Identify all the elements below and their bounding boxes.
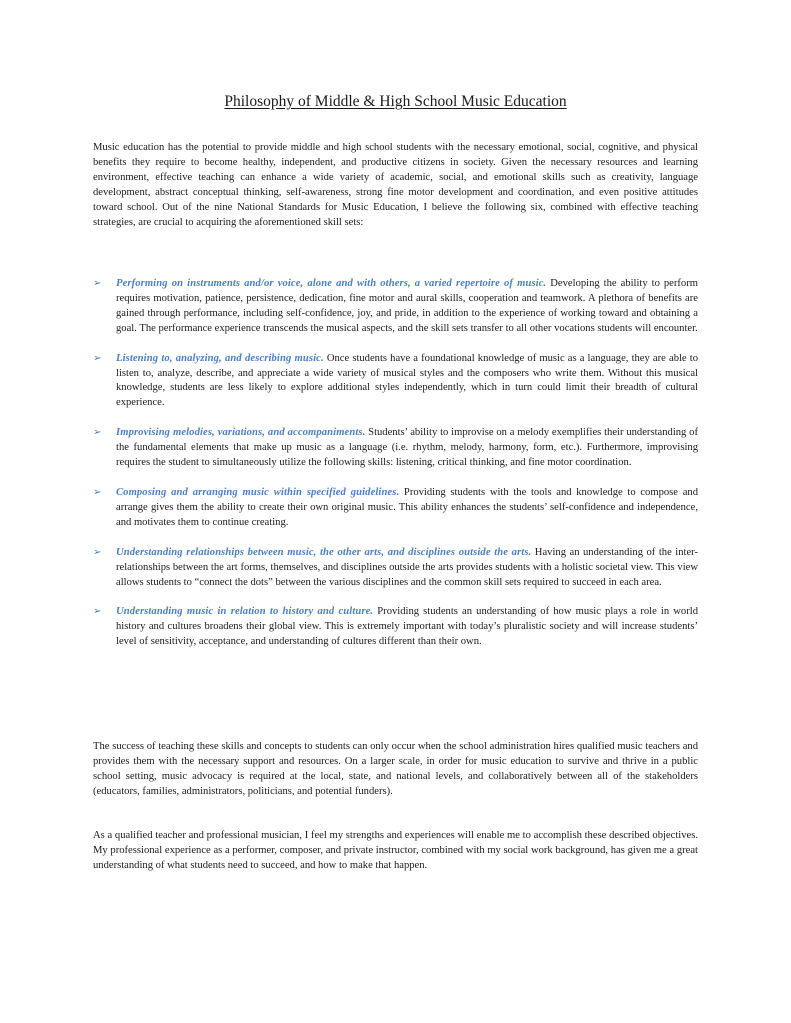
bullet-heading: Improvising melodies, variations, and accompaniments. <box>116 427 366 439</box>
bullet-text: Once students have a foundational knowledge of music as a language, they are able to listen to, analyze, describe, and appreciate a wide variety of musical styles and the composers who write them. Without this musical knowledge, students are less likely to explore additional styles independently, which in turn could limit their breadth of cultural experience. <box>116 352 699 409</box>
list-item <box>93 605 698 650</box>
arrow-bullet-icon: ➢ <box>93 352 102 364</box>
list-item <box>93 546 698 591</box>
arrow-bullet-icon: ➢ <box>93 427 102 439</box>
bullet-heading: Performing on instruments and/or voice, alone and with others, a varied repertoire of music. <box>116 278 547 289</box>
arrow-bullet-icon: ➢ <box>93 606 102 618</box>
bullet-heading: Composing and arranging music within specified guidelines. <box>116 486 400 498</box>
arrow-bullet-icon: ➢ <box>93 546 102 558</box>
intro-paragraph: Music education has the potential to provide middle and high school students with the necessary emotional, social, cognitive, and physical benefits they require to become healthy, independent, and productive citizens in society. Given the necessary resources and learning environment, effective teaching can enhance a wide variety of academic, social, and emotional skills such as creativity, language development, abstract conceptual thinking, self-awareness, strong fine motor development and coordination, and even positive attitudes toward school. Out of the nine National Standards for Music Education, I believe the following six, combined with effective teaching strategies, are crucial to acquiring the aforementioned skill sets: <box>93 142 698 228</box>
bullet-text: Having an understanding of the inter-relationships between the art forms, themselves, and disciplines outside the arts provides students with a holistic societal view. This view allows students to “connect the dots” between the various disciplines and the common skill sets required to succeed in each area. <box>116 546 699 588</box>
closing-paragraph-2: As a qualified teacher and professional musician, I feel my strengths and experiences will enable me to accomplish these described objectives. My professional experience as a performer, composer, and private instructor, combined with my social work background, has given me a great understanding of what students need to succeed, and how to make that happen. <box>93 830 698 871</box>
bullet-text: Developing the ability to perform requires motivation, patience, persistence, dedication, fine motor and aural skills, cooperation and teamwork. A plethora of benefits are gained through performance, including self-confidence, joy, and pride, in addition to the experience of working toward and obtaining a goal. The performance experience transcends the musical aspects, and the skill sets transfer to all other vocations students will encounter. <box>116 278 698 334</box>
bullet-heading: Listening to, analyzing, and describing music. <box>116 352 324 364</box>
list-item <box>93 352 698 412</box>
bullet-text: Providing students with the tools and knowledge to compose and arrange gives them the ability to create their own original music. This ability enhances the students’ self-confidence and independence, and motivates them to continue creating. <box>116 486 698 528</box>
standards-list <box>93 277 698 650</box>
bullet-text: Providing students an understanding of how music plays a role in world history and cultures broadens their global view. This is extremely important with today’s pluralistic society and will increase students’ level of sensitivity, acceptance, and understanding of cultures different than their own. <box>116 606 698 648</box>
bullet-text: Students’ ability to improvise on a melody exemplifies their understanding of the fundamental elements that make up music as a language (i.e. rhythm, melody, harmony, form, etc.). Furthermore, improvising requires the student to simultaneously utilize the following skills: listening, critical thinking, and fine motor coordination. <box>116 427 698 469</box>
page-title: Philosophy of Middle & High School Music Education <box>224 93 567 110</box>
list-item <box>93 486 698 531</box>
bullet-heading: Understanding relationships between music, the other arts, and disciplines outside the arts. <box>116 546 532 558</box>
list-item <box>93 277 698 337</box>
closing-paragraph-1: The success of teaching these skills and concepts to students can only occur when the school administration hires qualified music teachers and provides them with the necessary support and resources. On a larger scale, in order for music education to survive and thrive in a public school setting, music advocacy is required at the local, state, and national levels, and collaboratively between all of the stakeholders (educators, families, administrators, politicians, and potential funders). <box>93 741 698 797</box>
list-item <box>93 426 698 471</box>
bullet-heading: Understanding music in relation to history and culture. <box>116 606 374 618</box>
arrow-bullet-icon: ➢ <box>93 486 102 498</box>
arrow-bullet-icon: ➢ <box>93 278 102 289</box>
